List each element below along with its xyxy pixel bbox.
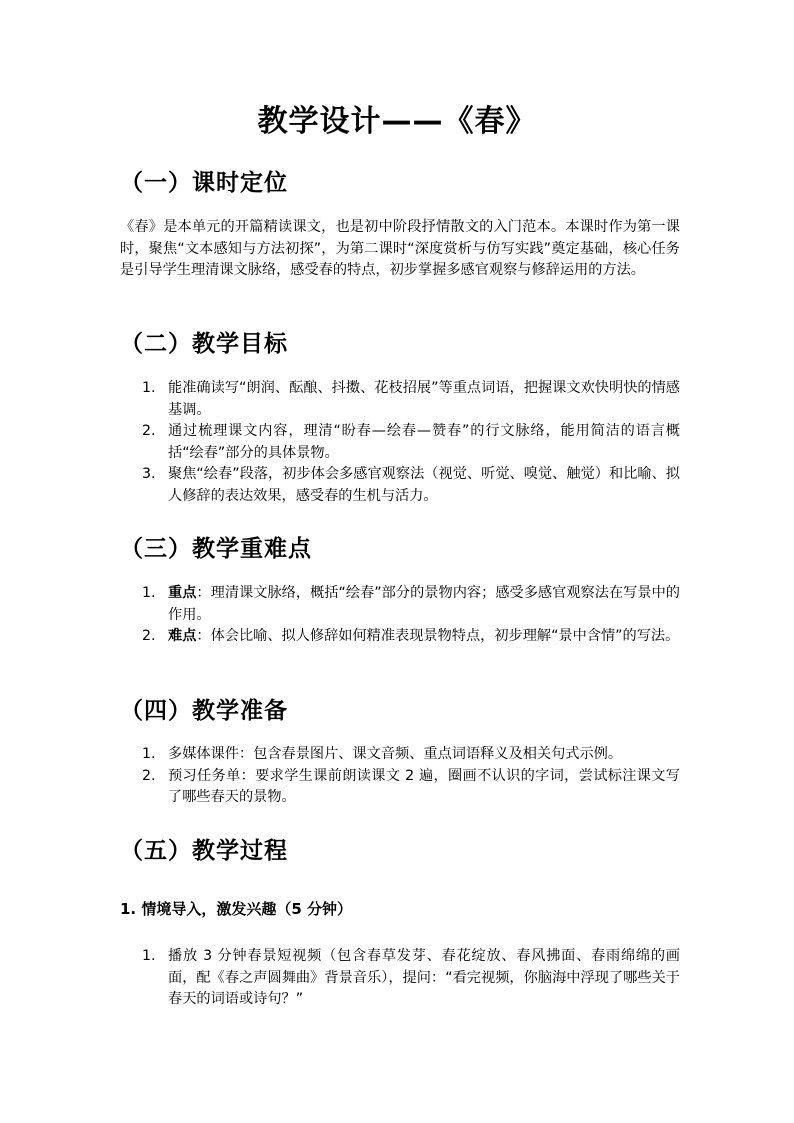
list-item-text: ：理清课文脉络，概括“绘春”部分的景物内容；感受多感官观察法在写景中的作用。 bbox=[168, 585, 680, 623]
list-item-text: 多媒体课件：包含春景图片、课文音频、重点词语释义及相关句式示例。 bbox=[168, 746, 623, 762]
list-item-number: 2. bbox=[142, 423, 156, 439]
list-item bbox=[142, 583, 680, 626]
process-list bbox=[142, 946, 680, 1011]
list-item bbox=[142, 946, 680, 1011]
objectives-list bbox=[142, 378, 680, 507]
list-item-number: 2. bbox=[142, 767, 156, 784]
preparation-list bbox=[142, 744, 680, 809]
list-item-number: 1. bbox=[142, 746, 156, 762]
list-item bbox=[142, 626, 680, 648]
list-item-number: 1. bbox=[142, 948, 156, 964]
list-item bbox=[142, 378, 680, 421]
section-paragraph-positioning: 《春》是本单元的开篇精读课文，也是初中阶段抒情散文的入门范本。本课时作为第一课时，聚焦“文本感知与方法初探”，为第二课时“深度赏析与仿写实践”奠定基础，核心任务是引导学生理清课文脉络，感受春的特点，初步掌握多感官观察与修辞运用的方法。 bbox=[120, 219, 680, 278]
section-heading-process: （五）教学过程 bbox=[120, 838, 288, 864]
list-item-label: 重点 bbox=[168, 585, 197, 601]
list-item-label: 难点 bbox=[168, 628, 197, 644]
list-item-text: 能准确读写“朗润、酝酿、抖擞、花枝招展”等重点词语，把握课文欢快明快的情感基调。 bbox=[168, 380, 680, 418]
section-heading-positioning: （一）课时定位 bbox=[120, 170, 288, 196]
list-item-text: ：体会比喻、拟人修辞如何精准表现景物特点，初步理解“景中含情”的写法。 bbox=[196, 628, 680, 644]
list-item-number: 2. bbox=[142, 628, 156, 644]
list-item-text: 聚焦“绘春”段落，初步体会多感官观察法（视觉、听觉、嗅觉、触觉）和比喻、拟人修辞的表达效果，感受春的生机与活力。 bbox=[168, 466, 680, 504]
document-title: 教学设计——《春》 bbox=[257, 104, 537, 139]
process-step-heading: 1. 情境导入，激发兴趣（5 分钟） bbox=[120, 900, 353, 918]
list-item bbox=[142, 464, 680, 507]
list-item bbox=[142, 766, 680, 809]
section-heading-preparation: （四）教学准备 bbox=[120, 698, 288, 724]
list-item bbox=[142, 421, 680, 464]
list-item-number: 1. bbox=[142, 585, 156, 601]
list-item-text: 预习任务单：要求学生课前朗读课文 2 遍，圈画不认识的字词，尝试标注课文写了哪些春天的景物。 bbox=[168, 767, 680, 805]
list-item bbox=[142, 744, 680, 766]
section-heading-objectives: （二）教学目标 bbox=[120, 331, 288, 357]
list-item-text: 通过梳理课文内容，理清“盼春—绘春—赞春”的行文脉络，能用简洁的语言概括“绘春”部分的具体景物。 bbox=[168, 423, 680, 461]
list-item-number: 1. bbox=[142, 380, 156, 396]
list-item-number: 3. bbox=[142, 466, 156, 482]
key-points-list bbox=[142, 583, 680, 648]
section-heading-key-points: （三）教学重难点 bbox=[120, 536, 312, 562]
list-item-text: 播放 3 分钟春景短视频（包含春草发芽、春花绽放、春风拂面、春雨绵绵的画面，配《春之声圆舞曲》背景音乐），提问：“看完视频，你脑海中浮现了哪些关于春天的词语或诗句？” bbox=[168, 948, 680, 1007]
